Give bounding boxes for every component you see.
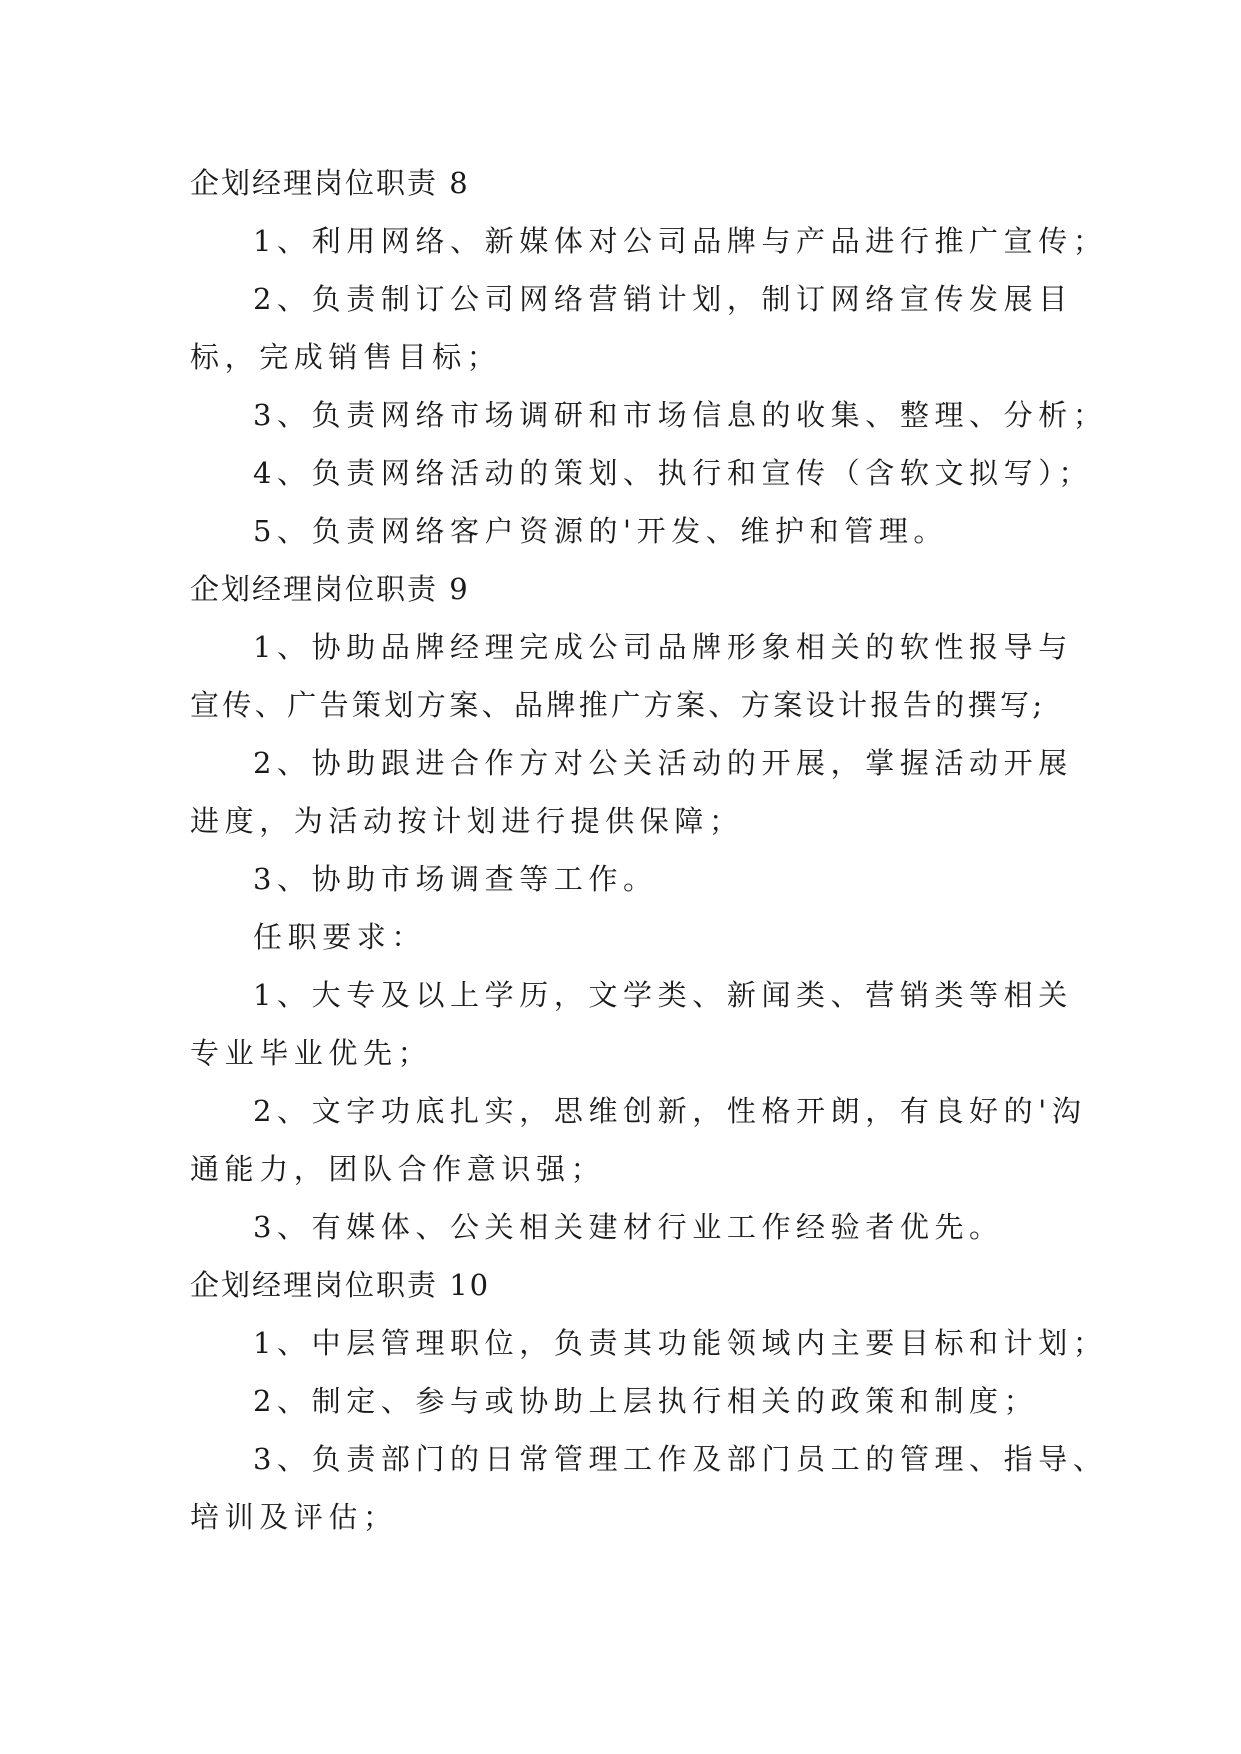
paragraph-line: 3、协助市场调查等工作。 bbox=[253, 862, 658, 896]
paragraph-line: 3、有媒体、公关相关建材行业工作经验者优先。 bbox=[253, 1210, 1004, 1244]
paragraph-line: 5、负责网络客户资源的'开发、维护和管理。 bbox=[253, 514, 949, 548]
paragraph-line: 4、负责网络活动的策划、执行和宣传（含软文拟写）； bbox=[253, 456, 1093, 490]
paragraph-line: 1、利用网络、新媒体对公司品牌与产品进行推广宣传； bbox=[253, 224, 1108, 258]
paragraph-line: 3、负责网络市场调研和市场信息的收集、整理、分析； bbox=[253, 398, 1108, 432]
paragraph-line: 宣传、广告策划方案、品牌推广方案、方案设计报告的撰写; bbox=[190, 688, 1046, 722]
paragraph-line: 专业毕业优先； bbox=[190, 1036, 433, 1070]
paragraph-line: 标，完成销售目标； bbox=[190, 340, 502, 374]
paragraph-line: 通能力，团队合作意识强； bbox=[190, 1152, 606, 1186]
paragraph-line: 1、大专及以上学历，文学类、新闻类、营销类等相关 bbox=[253, 978, 1073, 1012]
paragraph-line: 1、中层管理职位，负责其功能领域内主要目标和计划； bbox=[253, 1326, 1108, 1360]
paragraph-line: 1、协助品牌经理完成公司品牌形象相关的软性报导与 bbox=[253, 630, 1073, 664]
paragraph-line: 3、负责部门的日常管理工作及部门员工的管理、指导、 bbox=[253, 1442, 1108, 1476]
paragraph-line: 2、负责制订公司网络营销计划，制订网络宣传发展目 bbox=[253, 282, 1073, 316]
paragraph-line: 2、制定、参与或协助上层执行相关的政策和制度； bbox=[253, 1384, 1039, 1418]
paragraph-line: 2、协助跟进合作方对公关活动的开展，掌握活动开展 bbox=[253, 746, 1073, 780]
section-heading-8: 企划经理岗位职责 8 bbox=[190, 166, 470, 200]
section-heading-10: 企划经理岗位职责 10 bbox=[190, 1268, 491, 1302]
paragraph-line: 培训及评估； bbox=[190, 1500, 398, 1534]
section-heading-9: 企划经理岗位职责 9 bbox=[190, 572, 470, 606]
requirements-label: 任职要求： bbox=[253, 920, 427, 954]
paragraph-line: 2、文字功底扎实，思维创新，性格开朗，有良好的'沟 bbox=[253, 1094, 1087, 1128]
paragraph-line: 进度，为活动按计划进行提供保障； bbox=[190, 804, 744, 838]
